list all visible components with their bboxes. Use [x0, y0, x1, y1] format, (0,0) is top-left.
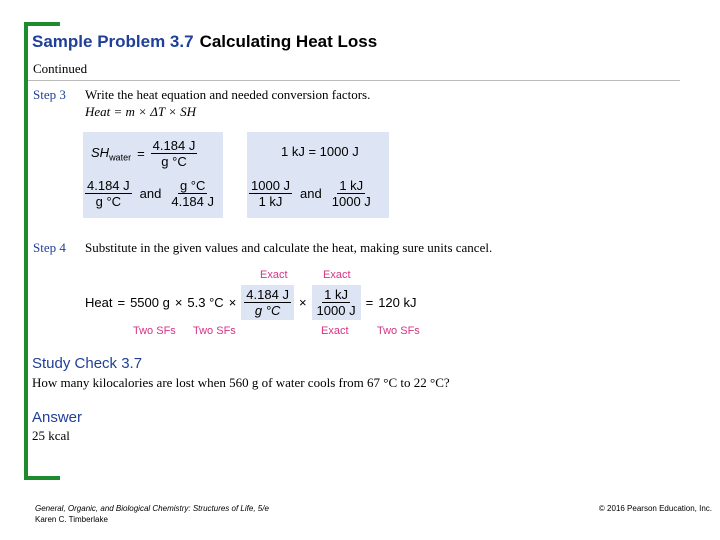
calc-factor-1-den: g °C — [254, 302, 281, 318]
sh-fraction — [151, 138, 198, 169]
study-check-question: How many kilocalories are lost when 560 g of water cools from 67 °C to 22 °C? — [32, 375, 450, 390]
sh-equals: = — [137, 146, 145, 161]
calc-factor-2-den: 1000 J — [316, 302, 356, 318]
annotation-exact-3: Exact — [321, 325, 349, 337]
kj-factor-2 — [330, 178, 373, 209]
step3-text: Write the heat equation and needed conversion factors. — [85, 87, 371, 102]
annotation-exact-1: Exact — [260, 269, 288, 281]
sh-subscript: water — [109, 152, 132, 163]
answer-heading: Answer — [32, 409, 83, 426]
annotation-two-sfs-1: Two SFs — [133, 325, 176, 337]
step3-label: Step 3 — [33, 87, 66, 102]
kj-factor-1-den: 1 kJ — [258, 194, 283, 209]
sh-factor-2-num: g °C — [179, 178, 206, 193]
sh-definition — [91, 138, 197, 169]
sh-num: 4.184 J — [152, 138, 196, 153]
calc-equals-2: = — [365, 294, 374, 310]
step4-text: Substitute in the given values and calculate the heat, making sure units cancel. — [85, 240, 493, 255]
calc-factor-1-num: 4.184 J — [246, 286, 289, 302]
divider — [28, 80, 680, 81]
calc-equals-1: = — [117, 294, 126, 310]
kj-definition: 1 kJ = 1000 J — [281, 144, 359, 159]
kj-factor-2-den: 1000 J — [331, 194, 371, 209]
sh-den: g °C — [161, 154, 187, 169]
green-bracket-vertical — [24, 22, 28, 480]
study-check-heading: Study Check 3.7 — [32, 355, 143, 372]
page-title — [32, 32, 377, 52]
green-bracket-top — [24, 22, 60, 26]
calc-result: 120 kJ — [378, 294, 417, 310]
calc-factor-2-num: 1 kJ — [324, 286, 348, 302]
green-bracket-bottom — [24, 476, 60, 480]
kj-factor-1 — [249, 178, 292, 209]
sh-factor-1 — [85, 178, 132, 209]
sh-and: and — [139, 186, 162, 201]
sh-factor-1-den: g °C — [95, 194, 122, 209]
footer-book-title: General, Organic, and Biological Chemistry: Structures of Life, 5/e — [35, 504, 269, 513]
sh-factor-2-den: 4.184 J — [171, 194, 215, 209]
calc-heat: Heat — [85, 294, 113, 310]
calc-times-1: × — [174, 294, 183, 310]
annotation-two-sfs-3: Two SFs — [377, 325, 420, 337]
sh-conversion-factors — [85, 178, 216, 209]
step3-equation — [85, 104, 196, 120]
calc-factor-2 — [312, 285, 361, 320]
answer-value: 25 kcal — [32, 428, 70, 443]
calc-times-2: × — [228, 294, 237, 310]
footer-copyright: © 2016 Pearson Education, Inc. — [598, 504, 712, 513]
kj-factor-2-num: 1 kJ — [339, 178, 364, 193]
calc-times-3: × — [298, 294, 307, 310]
continued-label: Continued — [33, 61, 88, 76]
footer-author: Karen C. Timberlake — [35, 515, 108, 524]
kj-factor-1-num: 1000 J — [251, 178, 291, 193]
sh-factor-2 — [169, 178, 216, 209]
calc-factor-1 — [241, 285, 294, 320]
kj-conversion-factors — [249, 178, 373, 209]
heat-equation: Heat = m × ΔT × SH — [85, 104, 196, 119]
specific-heat-box — [83, 132, 223, 218]
annotation-two-sfs-2: Two SFs — [193, 325, 236, 337]
footer-book — [35, 503, 269, 525]
calc-delta-t: 5.3 °C — [187, 294, 224, 310]
kilojoule-box — [247, 132, 389, 218]
title-subtitle: Calculating Heat Loss — [199, 32, 378, 51]
annotation-exact-2: Exact — [323, 269, 351, 281]
step4-label: Step 4 — [33, 240, 66, 255]
heat-calculation — [85, 281, 417, 323]
sh-symbol: $SH_{water}$ — [91, 144, 132, 163]
kj-and: and — [300, 186, 322, 201]
sh-factor-1-num: 4.184 J — [87, 178, 130, 193]
title-main: Sample Problem 3.7 — [32, 32, 194, 51]
calc-mass: 5500 g — [130, 294, 170, 310]
